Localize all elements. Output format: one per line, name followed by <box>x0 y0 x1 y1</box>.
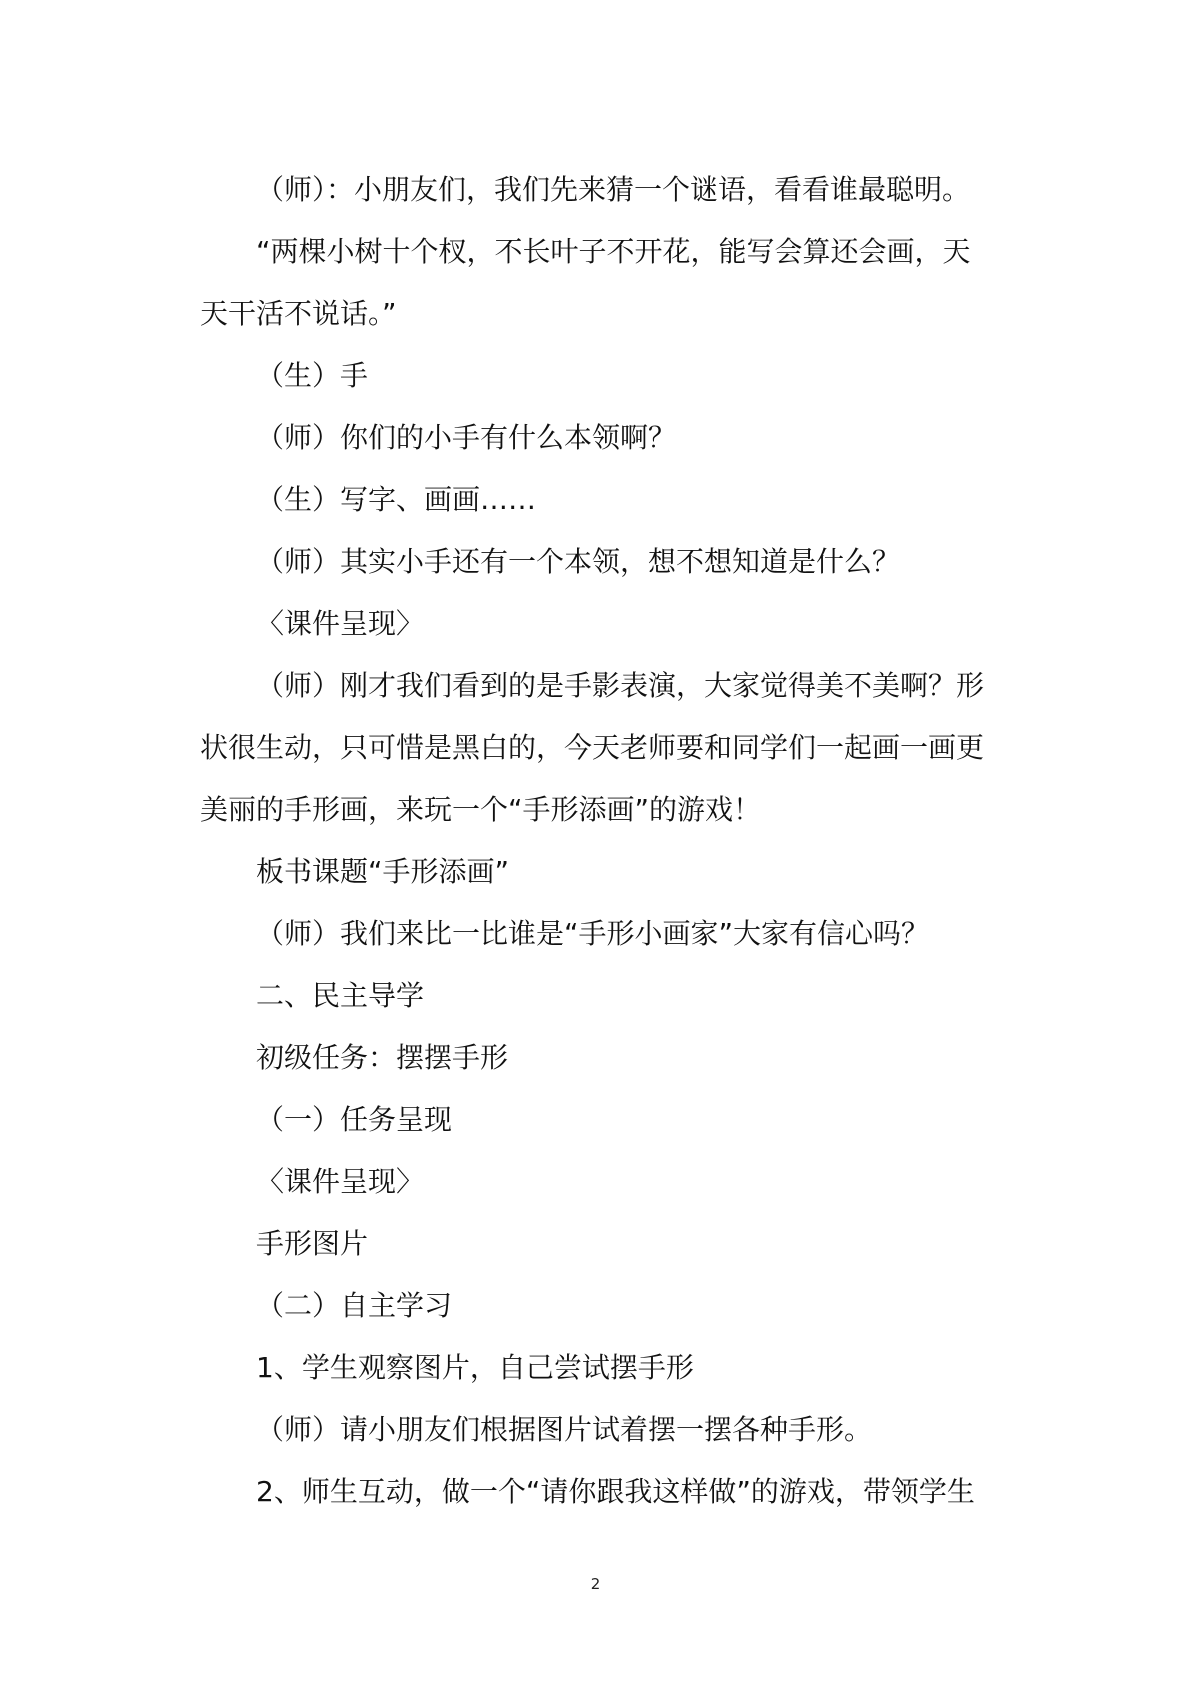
text-line: 天干活不说话。” <box>200 297 397 330</box>
text-line: （生）手 <box>256 359 369 392</box>
text-line: （一）任务呈现 <box>256 1103 453 1136</box>
text-line: 手形图片 <box>256 1227 369 1260</box>
text-line: 〈课件呈现〉 <box>256 607 425 640</box>
text-line: （二）自主学习 <box>256 1289 453 1322</box>
text-line: （师）：小朋友们，我们先来猜一个谜语，看看谁最聪明。 <box>256 173 971 206</box>
section-heading: 二、民主导学 <box>256 979 425 1012</box>
text-line: （生）写字、画画…… <box>256 483 537 516</box>
text-line: 板书课题“手形添画” <box>256 855 510 888</box>
text-line: 〈课件呈现〉 <box>256 1165 425 1198</box>
text-line: （师）请小朋友们根据图片试着摆一摆各种手形。 <box>256 1413 873 1446</box>
text-line: （师）其实小手还有一个本领，想不想知道是什么？ <box>256 545 901 578</box>
text-line: 2、师生互动，做一个“请你跟我这样做”的游戏，带领学生 <box>256 1475 975 1508</box>
text-line: （师）你们的小手有什么本领啊？ <box>256 421 677 454</box>
text-line: 状很生动，只可惜是黑白的，今天老师要和同学们一起画一画更 <box>200 731 985 764</box>
text-line: 美丽的手形画，来玩一个“手形添画”的游戏！ <box>200 793 762 826</box>
page-number: 2 <box>590 1575 601 1593</box>
text-line: 1、学生观察图片，自己尝试摆手形 <box>256 1351 694 1384</box>
text-line: “两棵小树十个杈，不长叶子不开花，能写会算还会画，天 <box>256 235 971 268</box>
text-line: （师）我们来比一比谁是“手形小画家”大家有信心吗？ <box>256 917 930 950</box>
text-line: 初级任务：摆摆手形 <box>256 1041 509 1074</box>
text-line: （师）刚才我们看到的是手影表演，大家觉得美不美啊？形 <box>256 669 985 702</box>
